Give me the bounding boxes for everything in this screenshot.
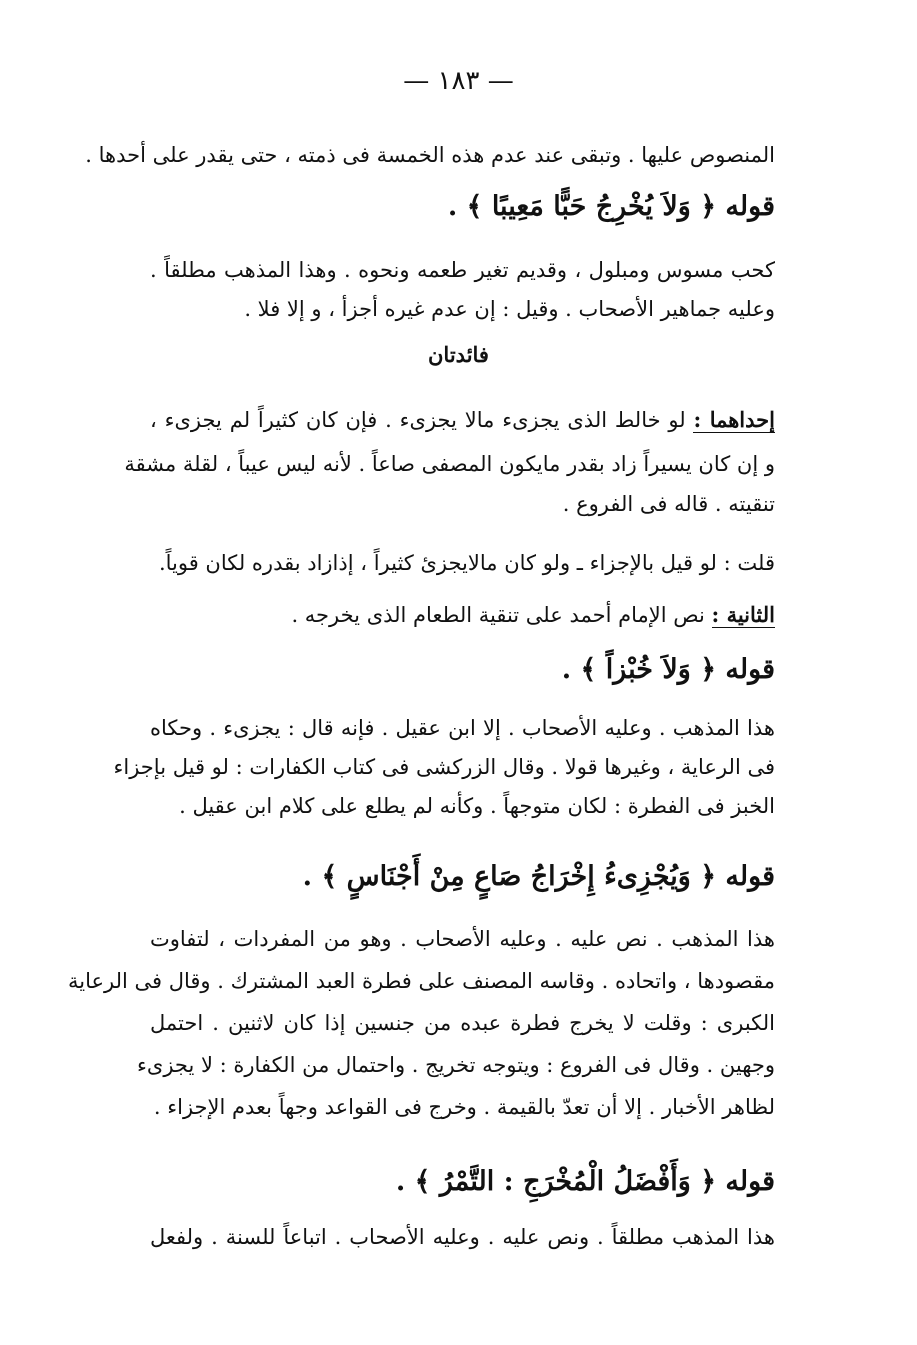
text-line: هذا المذهب . نص عليه . وعليه الأصحاب . وهو من المفردات ، لتفاوت bbox=[150, 927, 775, 951]
lead-word: إحداهما : bbox=[693, 407, 775, 432]
lead-word: الثانية : bbox=[711, 602, 775, 627]
text-line: كحب مسوس ومبلول ، وقديم تغير طعمه ونحوه . وهذا المذهب مطلقاً . bbox=[150, 258, 775, 282]
text-line: مقصودها ، واتحاده . وقاسه المصنف على فطرة العبد المشترك . وقال فى الرعاية bbox=[67, 969, 775, 993]
paragraph bbox=[150, 548, 775, 578]
section-heading: قوله ﴿ وَيُجْزِىءُ إِخْرَاجُ صَاعٍ مِنْ أَجْنَاسٍ ﴾ . bbox=[302, 861, 775, 892]
text-line: وجهين . وقال فى الفروع : ويتوجه تخريج . واحتمال من الكفارة : لا يجزىء bbox=[137, 1053, 775, 1077]
section-heading: قوله ﴿ وَلاَ يُخْرِجُ حَبًّا مَعِيبًا ﴾ . bbox=[447, 191, 775, 222]
text-line: وعليه جماهير الأصحاب . وقيل : إن عدم غيره أجزأ ، و إلا فلا . bbox=[244, 297, 775, 321]
text-line: قلت : لو قيل بالإجزاء ـ ولو كان مالايجزئ كثيراً ، إذازاد بقدره لكان قوياً. bbox=[158, 551, 775, 575]
section-heading: قوله ﴿ وَأَفْضَلُ الْمُخْرَجِ : التَّمْرُ ﴾ . bbox=[395, 1166, 775, 1197]
paragraph bbox=[150, 1222, 775, 1252]
paragraph-continuation bbox=[85, 140, 775, 170]
subsection-title: فائدتان bbox=[428, 342, 489, 367]
text-line: الكبرى : وقلت لا يخرج فطرة عبده من جنسين إذا كان لاثنين . احتمل bbox=[150, 1011, 775, 1035]
text-span: نص الإمام أحمد على تنقية الطعام الذى يخرجه . bbox=[291, 603, 705, 627]
text-line bbox=[150, 600, 775, 630]
paragraph bbox=[150, 248, 775, 326]
text-line: لظاهر الأخبار . إلا أن تعدّ بالقيمة . وخرج فى القواعد وجهاً بعدم الإجزاء . bbox=[153, 1095, 775, 1119]
text-line: المنصوص عليها . وتبقى عند عدم هذه الخمسة فى ذمته ، حتى يقدر على أحدها . bbox=[85, 143, 775, 167]
paragraph bbox=[150, 600, 775, 630]
page-number: — ١٨٣ — bbox=[403, 66, 514, 96]
text-line: الخبز فى الفطرة : لكان متوجهاً . وكأنه لم يطلع على كلام ابن عقيل . bbox=[179, 794, 775, 818]
text-line bbox=[150, 398, 775, 442]
paragraph bbox=[113, 708, 775, 826]
text-line: هذا المذهب . وعليه الأصحاب . إلا ابن عقيل . فإنه قال : يجزىء . وحكاه bbox=[150, 716, 775, 740]
text-line: و إن كان يسيراً زاد بقدر مايكون المصفى صاعاً . لأنه ليس عيباً ، لقلة مشقة bbox=[124, 452, 775, 476]
paragraph bbox=[67, 918, 775, 1128]
text-span: لو خالط الذى يجزىء مالا يجزىء . فإن كان كثيراً لم يجزىء ، bbox=[150, 408, 686, 432]
paragraph bbox=[124, 398, 775, 522]
text-line: تنقيته . قاله فى الفروع . bbox=[562, 492, 775, 516]
text-line: فى الرعاية ، وغيرها قولا . وقال الزركشى فى كتاب الكفارات : لو قيل بإجزاء bbox=[113, 755, 775, 779]
text-line: هذا المذهب مطلقاً . ونص عليه . وعليه الأصحاب . اتباعاً للسنة . ولفعل bbox=[150, 1225, 775, 1249]
section-heading: قوله ﴿ وَلاَ خُبْزاً ﴾ . bbox=[561, 654, 775, 685]
